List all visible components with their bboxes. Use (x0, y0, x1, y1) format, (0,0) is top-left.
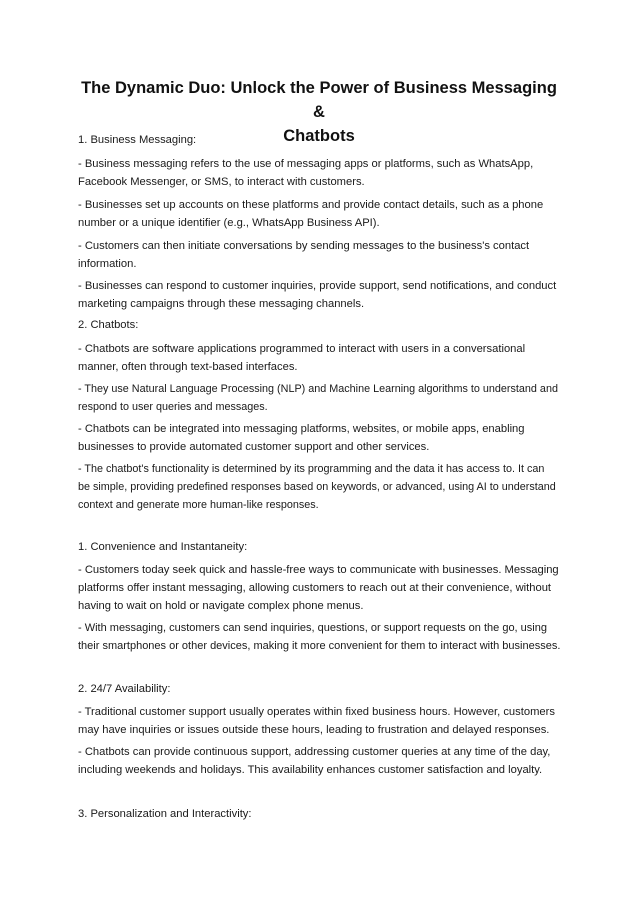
text-line: 1. Convenience and Instantaneity: (78, 541, 248, 553)
text-line: - Customers today seek quick and hassle-free ways to communicate with businesses. Messaging (78, 564, 559, 576)
text-line: - Chatbots can provide continuous support, addressing customer queries at any time of the day, (78, 746, 551, 758)
text-line: including weekends and holidays. This availability enhances customer satisfaction and loyalty. (78, 764, 543, 776)
paragraph (78, 743, 562, 779)
title-line: The Dynamic Duo: Unlock the Power of Business Messaging & (81, 79, 557, 121)
text-line: respond to user queries and messages. (78, 401, 268, 413)
text-line: businesses to provide automated customer support and other services. (78, 441, 430, 453)
text-line: - The chatbot's functionality is determined by its programming and the data it has access to. It can (78, 463, 545, 475)
text-line: 2. 24/7 Availability: (78, 683, 171, 695)
paragraph (78, 703, 562, 739)
section-heading-business-messaging (78, 131, 562, 149)
title-line: Chatbots (283, 127, 355, 145)
text-line: Facebook Messenger, or SMS, to interact with customers. (78, 176, 365, 188)
section-heading-chatbots (78, 316, 562, 334)
text-line: platforms offer instant messaging, allowing customers to reach out at their convenience, without (78, 582, 552, 594)
text-line: 3. Personalization and Interactivity: (78, 808, 252, 820)
section-heading-availability (78, 680, 562, 698)
text-line: - Chatbots are software applications programmed to interact with users in a conversational (78, 343, 526, 355)
paragraph (78, 380, 562, 416)
text-line: may have inquiries or issues outside these hours, leading to frustration and delayed responses. (78, 724, 550, 736)
text-line: - Traditional customer support usually operates within fixed business hours. However, customers (78, 706, 555, 718)
section-heading-personalization (78, 805, 562, 823)
text-line: 2. Chatbots: (78, 319, 139, 331)
paragraph (78, 155, 562, 191)
text-line: - Customers can then initiate conversations by sending messages to the business's contact (78, 240, 530, 252)
text-line: having to wait on hold or navigate complex phone menus. (78, 600, 364, 612)
text-line: - Chatbots can be integrated into messaging platforms, websites, or mobile apps, enabling (78, 423, 525, 435)
text-line: context and generate more human-like responses. (78, 499, 319, 511)
text-line: - Businesses set up accounts on these platforms and provide contact details, such as a phone (78, 199, 544, 211)
paragraph (78, 277, 562, 313)
text-line: marketing campaigns through these messaging channels. (78, 298, 365, 310)
text-line: - They use Natural Language Processing (NLP) and Machine Learning algorithms to understand and (78, 383, 558, 395)
paragraph (78, 420, 562, 456)
paragraph (78, 460, 562, 514)
paragraph (78, 196, 562, 232)
paragraph (78, 340, 562, 376)
text-line: information. (78, 258, 137, 270)
paragraph (78, 561, 562, 615)
text-line: their smartphones or other devices, making it more convenient for them to interact with businesses. (78, 640, 561, 652)
paragraph (78, 619, 562, 655)
paragraph (78, 237, 562, 273)
section-heading-convenience (78, 538, 562, 556)
text-line: - Business messaging refers to the use of messaging apps or platforms, such as WhatsApp, (78, 158, 534, 170)
text-line: - With messaging, customers can send inquiries, questions, or support requests on the go, using (78, 622, 547, 634)
text-line: manner, often through text-based interfaces. (78, 361, 298, 373)
text-line: number or a unique identifier (e.g., WhatsApp Business API). (78, 217, 380, 229)
text-line: - Businesses can respond to customer inquiries, provide support, send notifications, and conduct (78, 280, 557, 292)
text-line: 1. Business Messaging: (78, 134, 197, 146)
text-line: be simple, providing predefined responses based on keywords, or advanced, using AI to understand (78, 481, 556, 493)
